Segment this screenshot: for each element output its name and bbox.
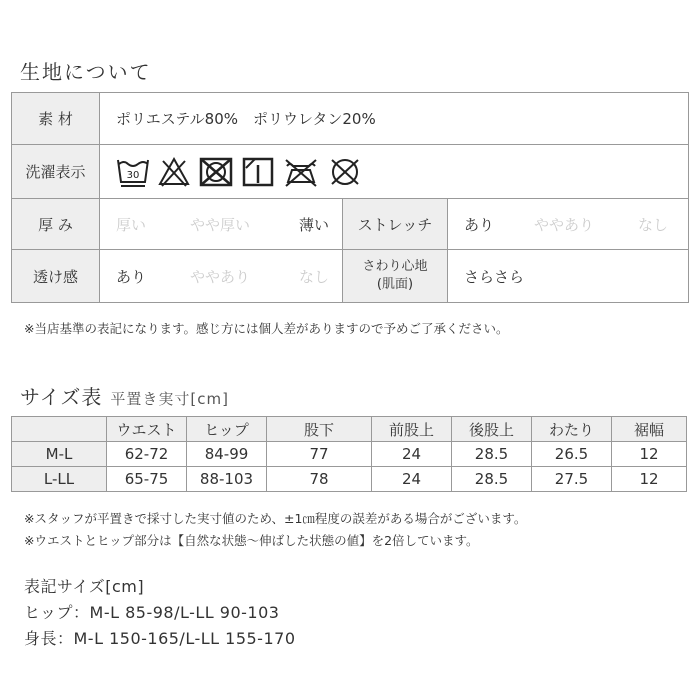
size-col-header: わたり [532,417,612,442]
thickness-label: 厚 み [12,199,100,249]
table-cell: 28.5 [452,467,532,492]
stretch-option-yes: あり [464,215,495,234]
table-cell: 28.5 [452,442,532,467]
stretch-option-slight: ややあり [534,215,595,234]
touch-value: さらさら [464,267,525,286]
fabric-row-sheer [12,250,688,302]
thickness-option-thin: 薄い [299,215,330,234]
touch-label [342,250,448,302]
table-cell: 27.5 [532,467,612,492]
care-icons [116,145,370,198]
sheer-option-slight: ややあり [190,267,251,286]
size-table [11,416,687,492]
sheer-option-none: なし [299,267,330,286]
size-col-header: 股下 [267,417,372,442]
size-col-header: 前股上 [372,417,452,442]
size-col-header: ヒップ [187,417,267,442]
fabric-section-title: 生地について [20,60,152,84]
fabric-table [11,92,689,303]
table-row [12,467,687,492]
size-note-2: ※ウエストとヒップ部分は【自然な状態～伸ばした状態の値】を2倍しています。 [24,533,479,548]
notation-height: 身長：M-L 150-165/L-LL 155-170 [24,629,296,648]
size-title: サイズ表 [20,385,103,409]
table-cell: 65-75 [107,467,187,492]
no-bleach-icon [157,156,191,188]
wash-temp-text: 30 [126,169,140,181]
size-col-header: 後股上 [452,417,532,442]
care-label: 洗濯表示 [12,145,100,198]
stretch-option-none: なし [638,215,669,234]
size-table-header [12,417,687,442]
table-row [12,442,687,467]
table-cell: 24 [372,467,452,492]
size-note-1: ※スタッフが平置きで採寸した実寸値のため、±1㎝程度の誤差がある場合がございます。 [24,511,527,526]
size-col-header: 裾幅 [612,417,687,442]
material-label: 素 材 [12,93,100,144]
size-section-title [20,381,229,410]
table-cell: 77 [267,442,372,467]
no-iron-icon [282,156,320,188]
no-tumble-dry-icon [198,156,234,188]
touch-label-line1: さわり心地 [362,259,428,274]
size-notes [24,508,526,552]
fabric-row-thickness [12,199,688,250]
material-value: ポリエステル80% ポリウレタン20% [116,110,376,128]
fabric-row-material [12,93,688,145]
size-row-label: L-LL [12,467,107,492]
size-col-header [12,417,107,442]
thickness-option-slightly-thick: やや厚い [190,215,251,234]
table-cell: 26.5 [532,442,612,467]
fabric-note: ※当店基準の表記になります。感じ方には個人差がありますので予めご了承ください。 [24,321,509,336]
size-notation [24,574,296,652]
no-dry-clean-icon [327,156,363,188]
table-cell: 88-103 [187,467,267,492]
stretch-label: ストレッチ [342,199,448,249]
thickness-option-thick: 厚い [116,215,147,234]
wash-30-icon [116,156,150,188]
fabric-row-care [12,145,688,199]
table-cell: 62-72 [107,442,187,467]
notation-title: 表記サイズ[cm] [24,577,145,596]
table-cell: 12 [612,467,687,492]
size-subtitle: 平置き実寸[cm] [110,390,229,408]
size-row-label: M-L [12,442,107,467]
touch-label-line2: (肌面) [376,277,414,292]
table-cell: 78 [267,467,372,492]
table-cell: 24 [372,442,452,467]
size-col-header: ウエスト [107,417,187,442]
sheer-option-yes: あり [116,267,147,286]
table-cell: 84-99 [187,442,267,467]
notation-hip: ヒップ：M-L 85-98/L-LL 90-103 [24,603,280,622]
table-cell: 12 [612,442,687,467]
sheer-label: 透け感 [12,250,100,302]
line-dry-shade-icon [241,156,275,188]
